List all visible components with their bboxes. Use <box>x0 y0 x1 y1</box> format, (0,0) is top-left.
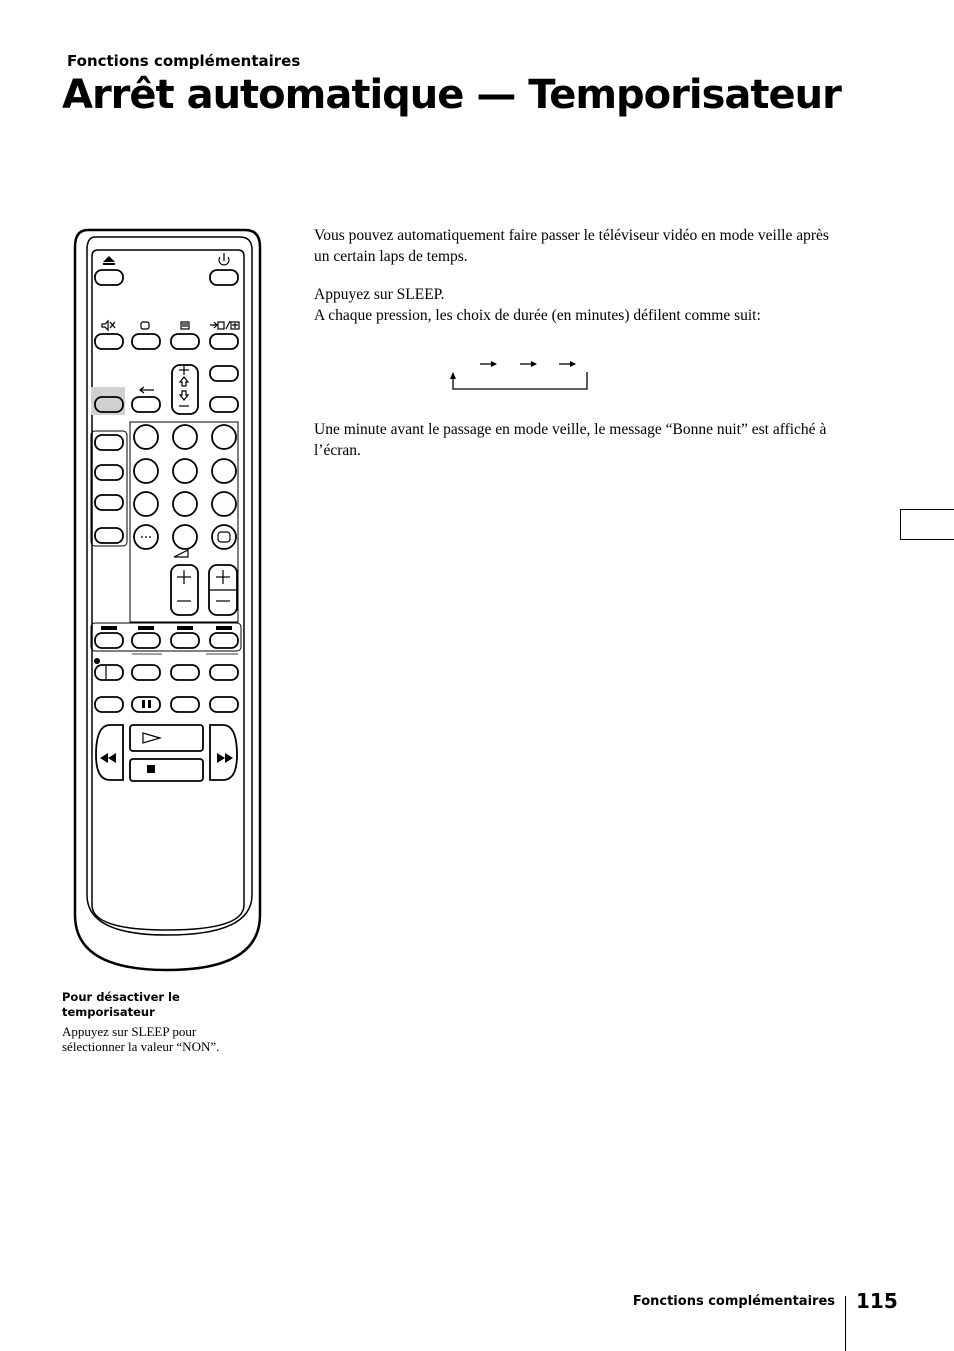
rewind-icon <box>100 753 116 763</box>
input-icon <box>210 322 217 328</box>
loop-back-arrow-icon <box>450 372 456 379</box>
footer-divider <box>845 1296 846 1351</box>
section-label: Fonctions complémentaires <box>67 52 301 70</box>
step-1-text: Appuyez sur SLEEP. <box>314 286 445 303</box>
sleep-cycle-diagram <box>440 352 600 392</box>
chapter-tab <box>900 509 954 540</box>
screen-icon <box>141 322 149 329</box>
footer-section-label: Fonctions complémentaires <box>632 1294 835 1309</box>
fast-forward-icon <box>217 753 233 763</box>
instruction-paragraph <box>314 284 844 326</box>
stop-icon <box>147 765 155 773</box>
sidebar-note-heading: Pour désactiver le temporisateur <box>62 990 180 1019</box>
eject-icon <box>103 256 115 262</box>
arrow-icon <box>570 361 576 367</box>
pause-icon <box>142 700 145 708</box>
page-number: 115 <box>856 1289 898 1313</box>
back-arrow-icon <box>140 387 154 393</box>
sidebar-note-body: Appuyez sur SLEEP pour sélectionner la valeur “NON”. <box>62 1024 220 1054</box>
remote-control-illustration <box>70 225 265 975</box>
arrow-icon <box>491 361 497 367</box>
mute-icon <box>102 321 108 330</box>
arrow-icon <box>531 361 537 367</box>
power-button <box>210 270 238 285</box>
page-title: Arrêt automatique — Temporisateur <box>62 72 841 118</box>
play-icon <box>143 733 160 743</box>
step-2-text: A chaque pression, les choix de durée (en minutes) défilent comme suit: <box>314 307 761 324</box>
intro-paragraph: Vous pouvez automatiquement faire passer le téléviseur vidéo en mode veille après un certain laps de temps. <box>314 227 829 265</box>
eject-button <box>95 270 123 285</box>
goodnight-note: Une minute avant le passage en mode veille, le message “Bonne nuit” est affiché à l’écran. <box>314 421 827 459</box>
